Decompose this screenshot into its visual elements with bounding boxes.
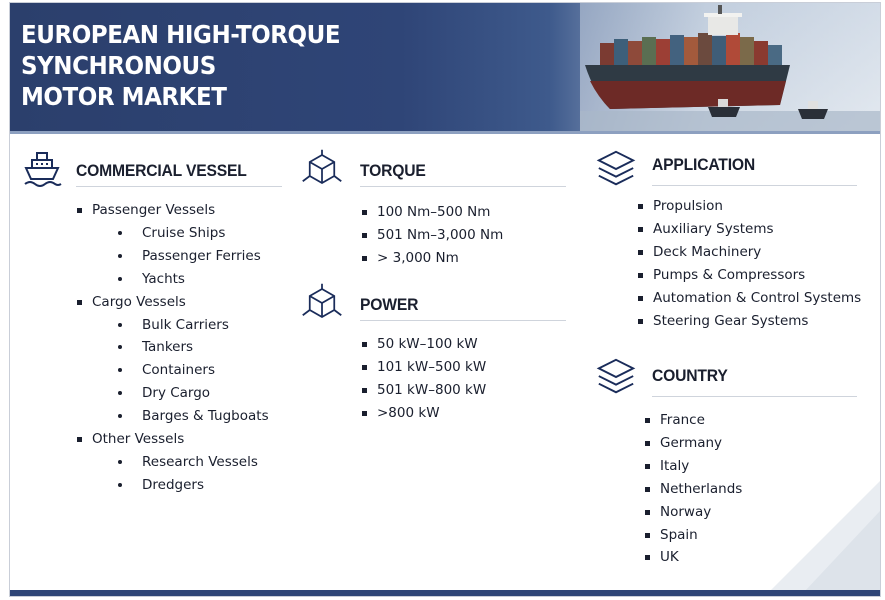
country-list	[645, 409, 742, 569]
country-title: COUNTRY	[652, 367, 728, 385]
list-item: Italy	[645, 455, 742, 478]
list-item: 501 kW–800 kW	[362, 379, 486, 402]
torque-rule	[360, 186, 566, 187]
list-item: 50 kW–100 kW	[362, 333, 486, 356]
list-item: Passenger Ferries	[77, 245, 269, 268]
commercial-vessel-list	[77, 199, 269, 497]
layers-icon	[595, 356, 637, 398]
list-item: UK	[645, 546, 742, 569]
list-item: Deck Machinery	[638, 241, 861, 264]
torque-title: TORQUE	[360, 162, 426, 180]
country-rule	[652, 396, 857, 397]
list-item: Yachts	[77, 268, 269, 291]
list-item: > 3,000 Nm	[362, 247, 503, 270]
list-item: Netherlands	[645, 478, 742, 501]
list-item: Dredgers	[77, 474, 269, 497]
list-item: 501 Nm–3,000 Nm	[362, 224, 503, 247]
list-item: Passenger Vessels	[77, 199, 269, 222]
list-item: Steering Gear Systems	[638, 310, 861, 333]
list-item: Bulk Carriers	[77, 314, 269, 337]
list-item: France	[645, 409, 742, 432]
power-rule	[360, 320, 566, 321]
commercial-vessel-rule	[76, 186, 282, 187]
list-item: Barges & Tugboats	[77, 405, 269, 428]
container-ship-image	[580, 3, 880, 131]
list-item: Germany	[645, 432, 742, 455]
list-item: Pumps & Compressors	[638, 264, 861, 287]
list-item: 101 kW–500 kW	[362, 356, 486, 379]
power-list	[362, 333, 486, 425]
list-item: Automation & Control Systems	[638, 287, 861, 310]
corner-decoration	[730, 481, 880, 591]
list-item: Spain	[645, 524, 742, 547]
list-item: Tankers	[77, 336, 269, 359]
power-title: POWER	[360, 296, 419, 314]
bottom-accent-bar	[10, 590, 880, 596]
page-title	[21, 19, 536, 112]
list-item: Propulsion	[638, 195, 861, 218]
ship-icon	[22, 149, 64, 191]
title-line-2: MOTOR MARKET	[21, 82, 227, 111]
layers-icon	[595, 148, 637, 190]
cube-icon	[301, 148, 343, 190]
commercial-vessel-title: COMMERCIAL VESSEL	[76, 162, 247, 180]
list-item: Auxiliary Systems	[638, 218, 861, 241]
list-item: 100 Nm–500 Nm	[362, 201, 503, 224]
list-item: Research Vessels	[77, 451, 269, 474]
list-item: Cruise Ships	[77, 222, 269, 245]
list-item: Containers	[77, 359, 269, 382]
title-line-1: EUROPEAN HIGH-TORQUE SYNCHRONOUS	[21, 20, 341, 80]
application-list	[638, 195, 861, 332]
header-banner	[10, 3, 880, 131]
application-rule	[652, 185, 857, 186]
list-item: Dry Cargo	[77, 382, 269, 405]
torque-list	[362, 201, 503, 270]
list-item: >800 kW	[362, 402, 486, 425]
cube-icon	[301, 282, 343, 324]
application-title: APPLICATION	[652, 156, 756, 174]
list-item: Other Vessels	[77, 428, 269, 451]
list-item: Norway	[645, 501, 742, 524]
banner-divider	[10, 131, 880, 134]
list-item: Cargo Vessels	[77, 291, 269, 314]
